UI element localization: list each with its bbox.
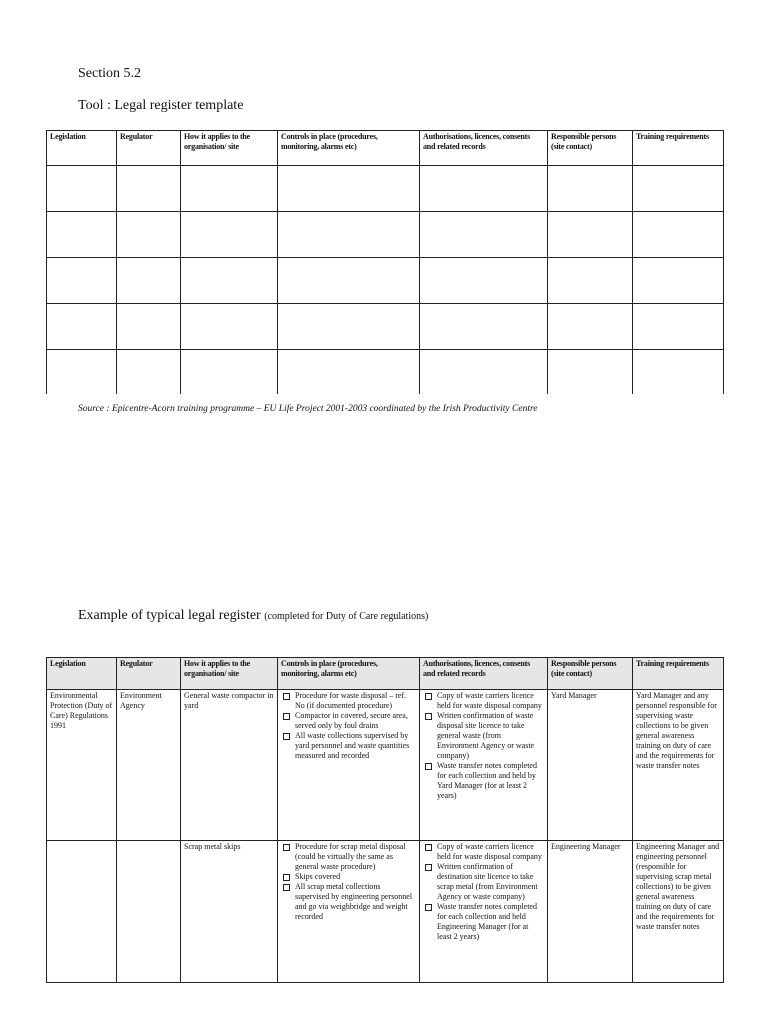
training-cell: Yard Manager and any personnel responsible for supervising waste collections to be given general awareness training on duty of care and the requirements for waste transfer notes (633, 690, 724, 841)
responsible-cell: Yard Manager (548, 690, 633, 841)
empty-cell (47, 258, 117, 304)
empty-cell (420, 350, 548, 395)
empty-cell (420, 166, 548, 212)
checkbox-item: Copy of waste carriers licence held for waste disposal company (423, 842, 544, 862)
empty-cell (47, 304, 117, 350)
checkbox-item: Waste transfer notes completed for each collection and held Engineering Manager (for at least 2 years) (423, 902, 544, 942)
empty-cell (633, 304, 724, 350)
empty-cell (278, 350, 420, 395)
checkbox-item: All scrap metal collections supervised by engineering personnel and go via weighbridge and weight recorded (281, 882, 416, 922)
checkbox-item: Procedure for scrap metal disposal (could be virtually the same as general waste procedure) (281, 842, 416, 872)
empty-cell (548, 350, 633, 395)
checkbox-item: Skips covered (281, 872, 416, 882)
empty-cell (117, 212, 181, 258)
empty-cell (117, 166, 181, 212)
regulator-cell (117, 841, 181, 983)
table-row (47, 690, 724, 841)
checkbox-item: Copy of waste carriers licence held for waste disposal company (423, 691, 544, 711)
empty-cell (633, 212, 724, 258)
empty-cell (548, 212, 633, 258)
empty-cell (548, 304, 633, 350)
empty-cell (548, 166, 633, 212)
checkbox-item: All waste collections supervised by yard personnel and waste quantities measured and recorded (281, 731, 416, 761)
source-note: Source : Epicentre-Acorn training programme – EU Life Project 2001-2003 coordinated by the Irish Productivity Centre (78, 404, 538, 414)
checkbox-item: Waste transfer notes completed for each collection and held by Yard Manager (for at least 2 years) (423, 761, 544, 801)
example-register-table (46, 657, 724, 983)
empty-cell (181, 166, 278, 212)
example-subtitle: (completed for Duty of Care regulations) (264, 611, 429, 622)
legislation-cell: Environmental Protection (Duty of Care) Regulations 1991 (47, 690, 117, 841)
empty-cell (181, 258, 278, 304)
empty-cell (181, 350, 278, 395)
controls-cell (278, 690, 420, 841)
empty-cell (420, 258, 548, 304)
empty-cell (278, 212, 420, 258)
table-row (47, 350, 724, 395)
empty-cell (420, 212, 548, 258)
empty-cell (47, 166, 117, 212)
empty-cell (633, 350, 724, 395)
header-applies: How it applies to the organisation/ site (181, 131, 278, 166)
header-regulator: Regulator (117, 658, 181, 690)
header-row (47, 658, 724, 690)
section-label: Section 5.2 (78, 66, 141, 81)
empty-cell (47, 350, 117, 395)
table-row (47, 841, 724, 983)
header-applies: How it applies to the organisation/ site (181, 658, 278, 690)
checkbox-item: Compactor in covered, secure area, served only by foul drains (281, 711, 416, 731)
empty-cell (633, 258, 724, 304)
example-heading (78, 608, 428, 624)
regulator-cell: Environment Agency (117, 690, 181, 841)
blank-register-table (46, 130, 724, 394)
responsible-cell: Engineering Manager (548, 841, 633, 983)
empty-cell (181, 304, 278, 350)
empty-cell (633, 166, 724, 212)
header-regulator: Regulator (117, 131, 181, 166)
empty-cell (278, 258, 420, 304)
example-title: Example of typical legal register (78, 608, 261, 623)
empty-cell (181, 212, 278, 258)
table-row (47, 212, 724, 258)
header-training: Training requirements (633, 131, 724, 166)
empty-cell (548, 258, 633, 304)
header-legislation: Legislation (47, 131, 117, 166)
legislation-cell (47, 841, 117, 983)
empty-cell (420, 304, 548, 350)
checkbox-item: Written confirmation of waste disposal site licence to take general waste (from Environment Agency or waste company) (423, 711, 544, 761)
empty-cell (117, 350, 181, 395)
header-controls: Controls in place (procedures, monitoring, alarms etc) (278, 658, 420, 690)
authorisations-cell (420, 690, 548, 841)
header-training: Training requirements (633, 658, 724, 690)
empty-cell (117, 304, 181, 350)
controls-cell (278, 841, 420, 983)
header-controls: Controls in place (procedures, monitoring, alarms etc) (278, 131, 420, 166)
empty-cell (278, 166, 420, 212)
checkbox-item: Procedure for waste disposal – ref. No (if documented procedure) (281, 691, 416, 711)
header-responsible: Responsible persons (site contact) (548, 658, 633, 690)
tool-title: Tool : Legal register template (78, 98, 244, 113)
header-legislation: Legislation (47, 658, 117, 690)
table-row (47, 166, 724, 212)
header-authorisations: Authorisations, licences, consents and related records (420, 658, 548, 690)
table-row (47, 304, 724, 350)
empty-cell (117, 258, 181, 304)
authorisations-cell (420, 841, 548, 983)
empty-cell (47, 212, 117, 258)
header-authorisations: Authorisations, licences, consents and related records (420, 131, 548, 166)
applies-cell: General waste compactor in yard (181, 690, 278, 841)
header-responsible: Responsible persons (site contact) (548, 131, 633, 166)
training-cell: Engineering Manager and engineering personnel (responsible for supervising scrap metal collections) to be given general awareness training on duty of care and the requirements for waste transfer notes (633, 841, 724, 983)
empty-cell (278, 304, 420, 350)
checkbox-item: Written confirmation of destination site licence to take scrap metal (from Environment Agency or waste company) (423, 862, 544, 902)
table-row (47, 258, 724, 304)
header-row (47, 131, 724, 166)
applies-cell: Scrap metal skips (181, 841, 278, 983)
